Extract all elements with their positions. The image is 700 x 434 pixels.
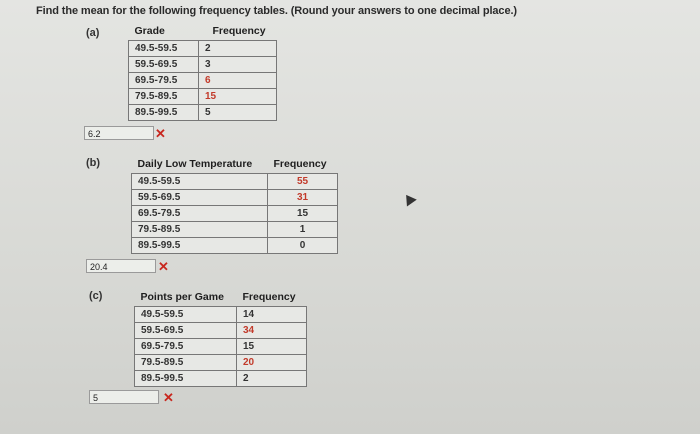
table-row [129, 73, 277, 89]
freq-cell: 15 [237, 339, 307, 355]
part-a-header-frequency: Frequency [212, 24, 266, 37]
table-row [129, 57, 277, 73]
freq-cell: 3 [199, 57, 277, 73]
table-row [132, 238, 338, 254]
freq-cell: 55 [268, 174, 338, 190]
part-a-incorrect-icon: ✕ [155, 126, 166, 141]
freq-cell: 6 [199, 73, 277, 89]
part-c-header-frequency: Frequency [242, 290, 296, 303]
part-b-header-frequency: Frequency [273, 157, 327, 170]
freq-cell: 5 [199, 105, 277, 121]
freq-cell: 1 [268, 222, 338, 238]
instructions-text: Find the mean for the following frequency tables. (Round your answers to one decimal place.) [36, 5, 517, 17]
table-row [135, 355, 307, 371]
part-b-incorrect-icon: ✕ [158, 259, 169, 274]
part-a-header-grade: Grade [134, 24, 165, 37]
freq-cell: 15 [268, 206, 338, 222]
part-a-table [128, 21, 277, 121]
freq-cell: 2 [237, 371, 307, 387]
part-a-answer-input[interactable]: 6.2 [84, 126, 154, 140]
class-cell: 59.5-69.5 [132, 190, 268, 206]
table-row [129, 105, 277, 121]
part-c-header-points: Points per Game [140, 290, 224, 303]
table-row [132, 174, 338, 190]
part-b-label: (b) [86, 157, 101, 169]
class-cell: 79.5-89.5 [135, 355, 237, 371]
freq-cell: 31 [268, 190, 338, 206]
class-cell: 79.5-89.5 [132, 222, 268, 238]
part-c-incorrect-icon: ✕ [163, 390, 174, 405]
freq-cell: 20 [237, 355, 307, 371]
part-b-table [131, 154, 338, 254]
class-cell: 89.5-99.5 [135, 371, 237, 387]
part-c-label: (c) [89, 290, 103, 302]
class-cell: 49.5-59.5 [129, 41, 199, 57]
freq-cell: 15 [199, 89, 277, 105]
class-cell: 89.5-99.5 [129, 105, 199, 121]
class-cell: 59.5-69.5 [129, 57, 199, 73]
class-cell: 69.5-79.5 [132, 206, 268, 222]
table-row [129, 41, 277, 57]
table-row [135, 323, 307, 339]
table-row [132, 222, 338, 238]
table-row [135, 371, 307, 387]
part-c-answer-input[interactable]: 5 [89, 390, 159, 404]
part-b-header-temperature: Daily Low Temperature [137, 157, 253, 170]
class-cell: 79.5-89.5 [129, 89, 199, 105]
table-row [132, 206, 338, 222]
table-row [135, 339, 307, 355]
part-a-label: (a) [86, 27, 100, 39]
class-cell: 69.5-79.5 [129, 73, 199, 89]
freq-cell: 0 [268, 238, 338, 254]
freq-cell: 34 [237, 323, 307, 339]
class-cell: 49.5-59.5 [132, 174, 268, 190]
part-b-answer-input[interactable]: 20.4 [86, 259, 156, 273]
class-cell: 69.5-79.5 [135, 339, 237, 355]
table-row [135, 307, 307, 323]
mouse-cursor-icon [401, 191, 417, 206]
class-cell: 89.5-99.5 [132, 238, 268, 254]
table-row [132, 190, 338, 206]
part-c-table [134, 287, 307, 387]
class-cell: 49.5-59.5 [135, 307, 237, 323]
table-row [129, 89, 277, 105]
freq-cell: 14 [237, 307, 307, 323]
freq-cell: 2 [199, 41, 277, 57]
class-cell: 59.5-69.5 [135, 323, 237, 339]
